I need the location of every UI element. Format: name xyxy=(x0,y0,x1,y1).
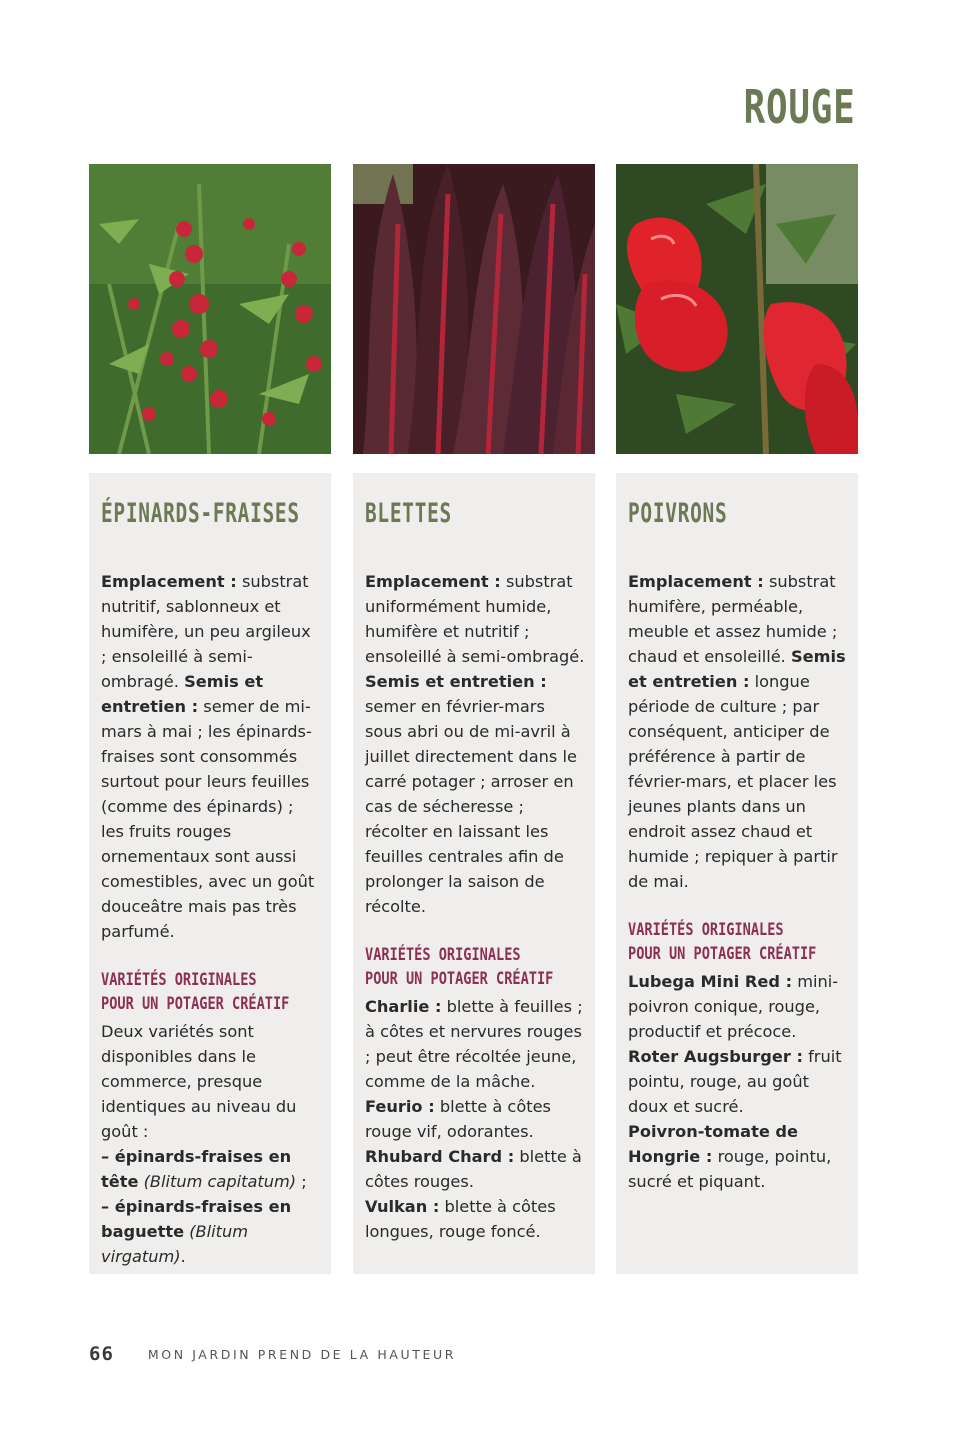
card-body xyxy=(365,569,585,919)
emplacement-text: substrat humifère, perméable, meuble et assez humide ; chaud et ensoleillé. xyxy=(628,572,838,666)
emplacement-text: substrat nutritif, sablonneux et humifère, un peu argileux ; ensoleillé à semi-ombragé. xyxy=(101,572,311,691)
semis-text: longue période de culture ; par conséquent, anticiper de préférence à partir de février-mars, et placer les jeunes plants dans un endroit assez chaud et humide ; repiquer à partir de mai. xyxy=(628,672,838,891)
variety-punct: ; xyxy=(296,1172,307,1191)
variety-item xyxy=(365,1094,585,1144)
variety-name: Vulkan : xyxy=(365,1197,440,1216)
semis-text: semer en février-mars sous abri ou de mi-avril à juillet directement dans le carré potager ; arroser en cas de sécheresse ; récolter en laissant les feuilles centrales afin de prolonger la saison de récolte. xyxy=(365,697,577,916)
variety-name: – épinards-fraises en tête xyxy=(101,1147,292,1191)
card-title: POIVRONS xyxy=(628,498,728,529)
varieties-body xyxy=(365,994,585,1244)
variety-item xyxy=(628,1119,848,1194)
strawberry-spinach-photo xyxy=(89,164,331,454)
emplacement-label: Emplacement : xyxy=(101,572,237,591)
semis-label: Semis et entretien : xyxy=(365,672,547,691)
semis-text: semer de mi-mars à mai ; les épinards-fraises sont consommés surtout pour leurs feuilles (comme des épinards) ; les fruits rouges ornementaux sont aussi comestibles, avec un goût douceâtre mais pas très parfumé. xyxy=(101,697,315,941)
page-footer xyxy=(89,1343,456,1365)
variety-desc: blette à feuilles ; à côtes et nervures rouges ; peut être récoltée jeune, comme de la mâche. xyxy=(365,997,583,1091)
varieties-intro: Deux variétés sont disponibles dans le commerce, presque identiques au niveau du goût : xyxy=(101,1022,297,1141)
varieties-heading xyxy=(628,918,817,966)
variety-name: Poivron-tomate de Hongrie : xyxy=(628,1122,799,1166)
section-title: ROUGE xyxy=(743,80,855,134)
emplacement-label: Emplacement : xyxy=(365,572,501,591)
variety-desc: blette à côtes rouges. xyxy=(365,1147,582,1191)
varieties-heading-line-2: POUR UN POTAGER CRÉATIF xyxy=(101,994,290,1014)
variety-item xyxy=(628,969,848,1044)
varieties-heading-line-1: VARIÉTÉS ORIGINALES xyxy=(365,945,521,965)
variety-latin: (Blitum capitatum) xyxy=(143,1172,297,1191)
semis-label: Semis et entretien : xyxy=(628,647,846,691)
card-body xyxy=(628,569,848,894)
card-body xyxy=(101,569,321,944)
variety-desc: fruit pointu, rouge, au goût doux et sucré. xyxy=(628,1047,842,1116)
variety-latin: (Blitum virgatum) xyxy=(101,1222,249,1266)
variety-desc: mini-poivron conique, rouge, productif et précoce. xyxy=(628,972,839,1041)
varieties-body xyxy=(101,1019,321,1269)
varieties-heading-line-2: POUR UN POTAGER CRÉATIF xyxy=(628,944,817,964)
varieties-heading-line-1: VARIÉTÉS ORIGINALES xyxy=(101,970,257,990)
card-chard xyxy=(353,473,595,1274)
varieties-heading xyxy=(365,943,554,991)
variety-item xyxy=(365,1194,585,1244)
variety-name: Charlie : xyxy=(365,997,442,1016)
variety-item xyxy=(365,1144,585,1194)
variety-name: – épinards-fraises en baguette xyxy=(101,1197,292,1241)
red-chard-photo xyxy=(353,164,595,454)
book-title: MON JARDIN PREND DE LA HAUTEUR xyxy=(147,1346,456,1362)
variety-punct: . xyxy=(180,1247,186,1266)
variety-desc: rouge, pointu, sucré et piquant. xyxy=(628,1147,832,1191)
variety-name: Rhubard Chard : xyxy=(365,1147,515,1166)
page-number: 66 xyxy=(89,1343,114,1365)
semis-label: Semis et entretien : xyxy=(101,672,264,716)
card-title: ÉPINARDS-FRAISES xyxy=(101,498,300,529)
emplacement-label: Emplacement : xyxy=(628,572,764,591)
red-peppers-photo xyxy=(616,164,858,454)
emplacement-text: substrat uniformément humide, humifère et nutritif ; ensoleillé à semi-ombragé. xyxy=(365,572,585,666)
varieties-heading xyxy=(101,968,290,1016)
variety-desc: blette à côtes rouge vif, odorantes. xyxy=(365,1097,551,1141)
varieties-body xyxy=(628,969,848,1194)
variety-item xyxy=(365,994,585,1094)
varieties-heading-line-1: VARIÉTÉS ORIGINALES xyxy=(628,920,784,940)
variety-name: Roter Augsburger : xyxy=(628,1047,803,1066)
variety-desc: blette à côtes longues, rouge foncé. xyxy=(365,1197,556,1241)
variety-item xyxy=(628,1044,848,1119)
variety-name: Lubega Mini Red : xyxy=(628,972,793,991)
card-peppers xyxy=(616,473,858,1274)
card-strawberry-spinach xyxy=(89,473,331,1274)
varieties-heading-line-2: POUR UN POTAGER CRÉATIF xyxy=(365,969,554,989)
card-title: BLETTES xyxy=(365,498,452,529)
variety-name: Feurio : xyxy=(365,1097,435,1116)
